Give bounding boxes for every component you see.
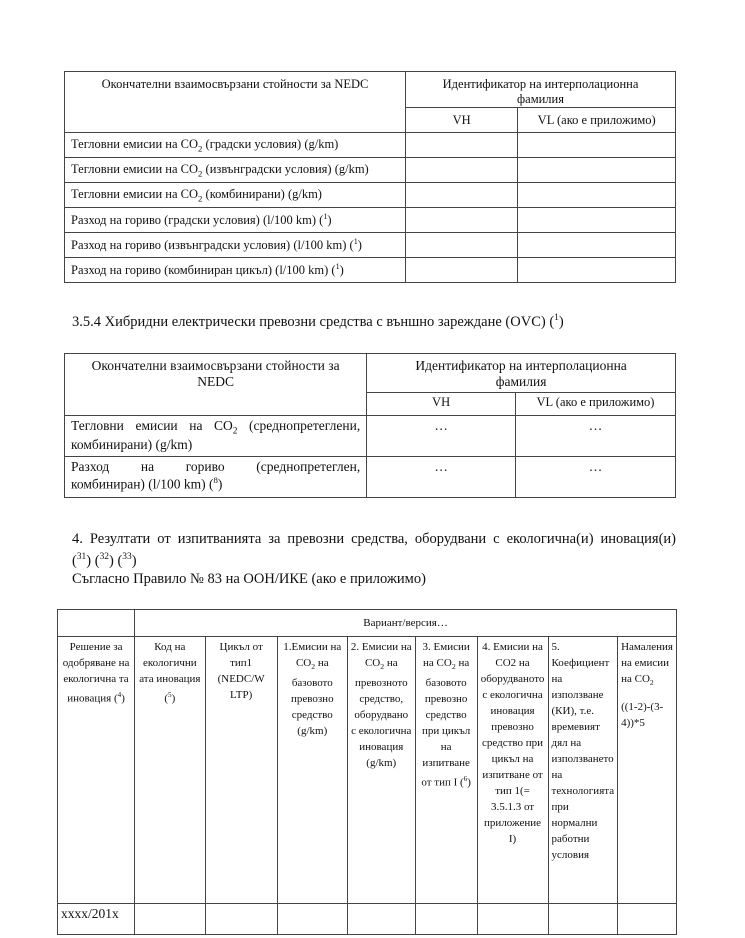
row-label: Тегловни емисии на $CO_2$ (комбинирани) (g/km)	[65, 183, 406, 208]
col-eco-code: Код на екологични ата иновация ($^5$)	[135, 637, 205, 904]
vl-cell	[518, 183, 676, 208]
row-label: Разход на гориво (градски условия) (l/100 km) ($^1$)	[65, 208, 406, 233]
row-label: Тегловни емисии на $CO_2$ (извънградски условия) (g/km)	[65, 158, 406, 183]
table-row	[65, 133, 676, 158]
row-label: Разход на гориво (комбиниран цикъл) (l/100 km) ($^1$)	[65, 258, 406, 283]
section-4-heading: 4. Резултати от изпитванията за превозни средства, оборудвани с екологична(и) иновация(и) ($^{31}$) ($^{32}$) ($^{33}$) Съгласно Правило № 83 на ООН/ИКЕ (ако е приложимо)	[72, 531, 676, 587]
col-approval-decision: Решение за одобряване на екологична та иновация ($^4$)	[58, 637, 135, 904]
header-final-values: Окончателни взаимосвързани стойности за NEDC	[65, 354, 367, 416]
vh-cell	[406, 158, 518, 183]
col-base-emissions: 1.Емисии на $CO_2$ на базовото превозно средство (g/km)	[277, 637, 347, 904]
variant-header: Вариант/версия…	[135, 610, 677, 637]
vl-cell	[518, 258, 676, 283]
eco-innovation-table	[57, 609, 677, 935]
vh-cell: …	[367, 416, 516, 457]
table-row	[65, 258, 676, 283]
footnote-refs: ($^{31}$) ($^{32}$) ($^{33}$)	[72, 552, 137, 569]
vh-cell: …	[367, 457, 516, 498]
table-row	[65, 208, 676, 233]
table-row	[65, 416, 676, 457]
col-usage-factor: 5. Коефициент на използване (КИ), т.е. времевият дял на използването на технологията при нормални работни условия	[548, 637, 618, 904]
vh-cell	[406, 258, 518, 283]
col-base-type1: 3. Емисии на $CO_2$ на базовото превозно средство при цикъл на изпитване от тип I ($^6$)	[415, 637, 477, 904]
table-row	[65, 158, 676, 183]
approval-number: xxxx/201x	[58, 904, 135, 935]
col-vh: VH	[367, 393, 516, 416]
vh-cell	[406, 208, 518, 233]
col-reductions: Намаления на емисии на $CO_2$ ((1-2)-(3-4))*5	[618, 637, 677, 904]
header-final-values: Окончателни взаимосвързани стойности за NEDC	[65, 72, 406, 133]
nedc-values-table	[64, 71, 676, 283]
blank-header	[58, 610, 135, 637]
col-vl: VL (ако е приложимо)	[515, 393, 675, 416]
col-vl: VL (ако е приложимо)	[518, 108, 676, 133]
row-label: Разход на гориво (извънградски условия) (l/100 km) ($^1$)	[65, 233, 406, 258]
col-eco-type1: 4. Емисии на CO2 на оборудваното с екологична иновация превозно средство при цикъл на изпитване от тип 1(= 3.5.1.3 от приложение I)	[477, 637, 548, 904]
row-label: Тегловни емисии на $CO_2$ (среднопретеглени, комбинирани) (g/km)	[65, 416, 367, 457]
vh-cell	[406, 233, 518, 258]
vl-cell	[518, 133, 676, 158]
vl-cell	[518, 208, 676, 233]
vl-cell	[518, 158, 676, 183]
ovc-values-table	[64, 353, 676, 498]
vl-cell: …	[515, 457, 675, 498]
vh-cell	[406, 183, 518, 208]
header-interpolation-family: Идентификатор на интерполационна фамилия	[406, 72, 676, 108]
table-row	[65, 233, 676, 258]
col-vh: VH	[406, 108, 518, 133]
table-row	[65, 457, 676, 498]
vh-cell	[406, 133, 518, 158]
table-row	[65, 183, 676, 208]
col-eco-emissions: 2. Емисии на $CO_2$ на превозното средство, оборудвано с екологична иновация (g/km)	[347, 637, 415, 904]
vl-cell: …	[515, 416, 675, 457]
row-label: Разход на гориво (среднопретеглен, комбиниран) (l/100 km) ($^8$)	[65, 457, 367, 498]
row-label: Тегловни емисии на $CO_2$ (градски условия) (g/km)	[65, 133, 406, 158]
section-3-5-4-heading: 3.5.4 Хибридни електрически превозни средства с външно зареждане (OVC) ($^1$)	[72, 313, 564, 330]
col-cycle-type: Цикъл от тип1 (NEDC/W LTP)	[205, 637, 277, 904]
header-interpolation-family: Идентификатор на интерполационна фамилия	[367, 354, 676, 393]
vl-cell	[518, 233, 676, 258]
